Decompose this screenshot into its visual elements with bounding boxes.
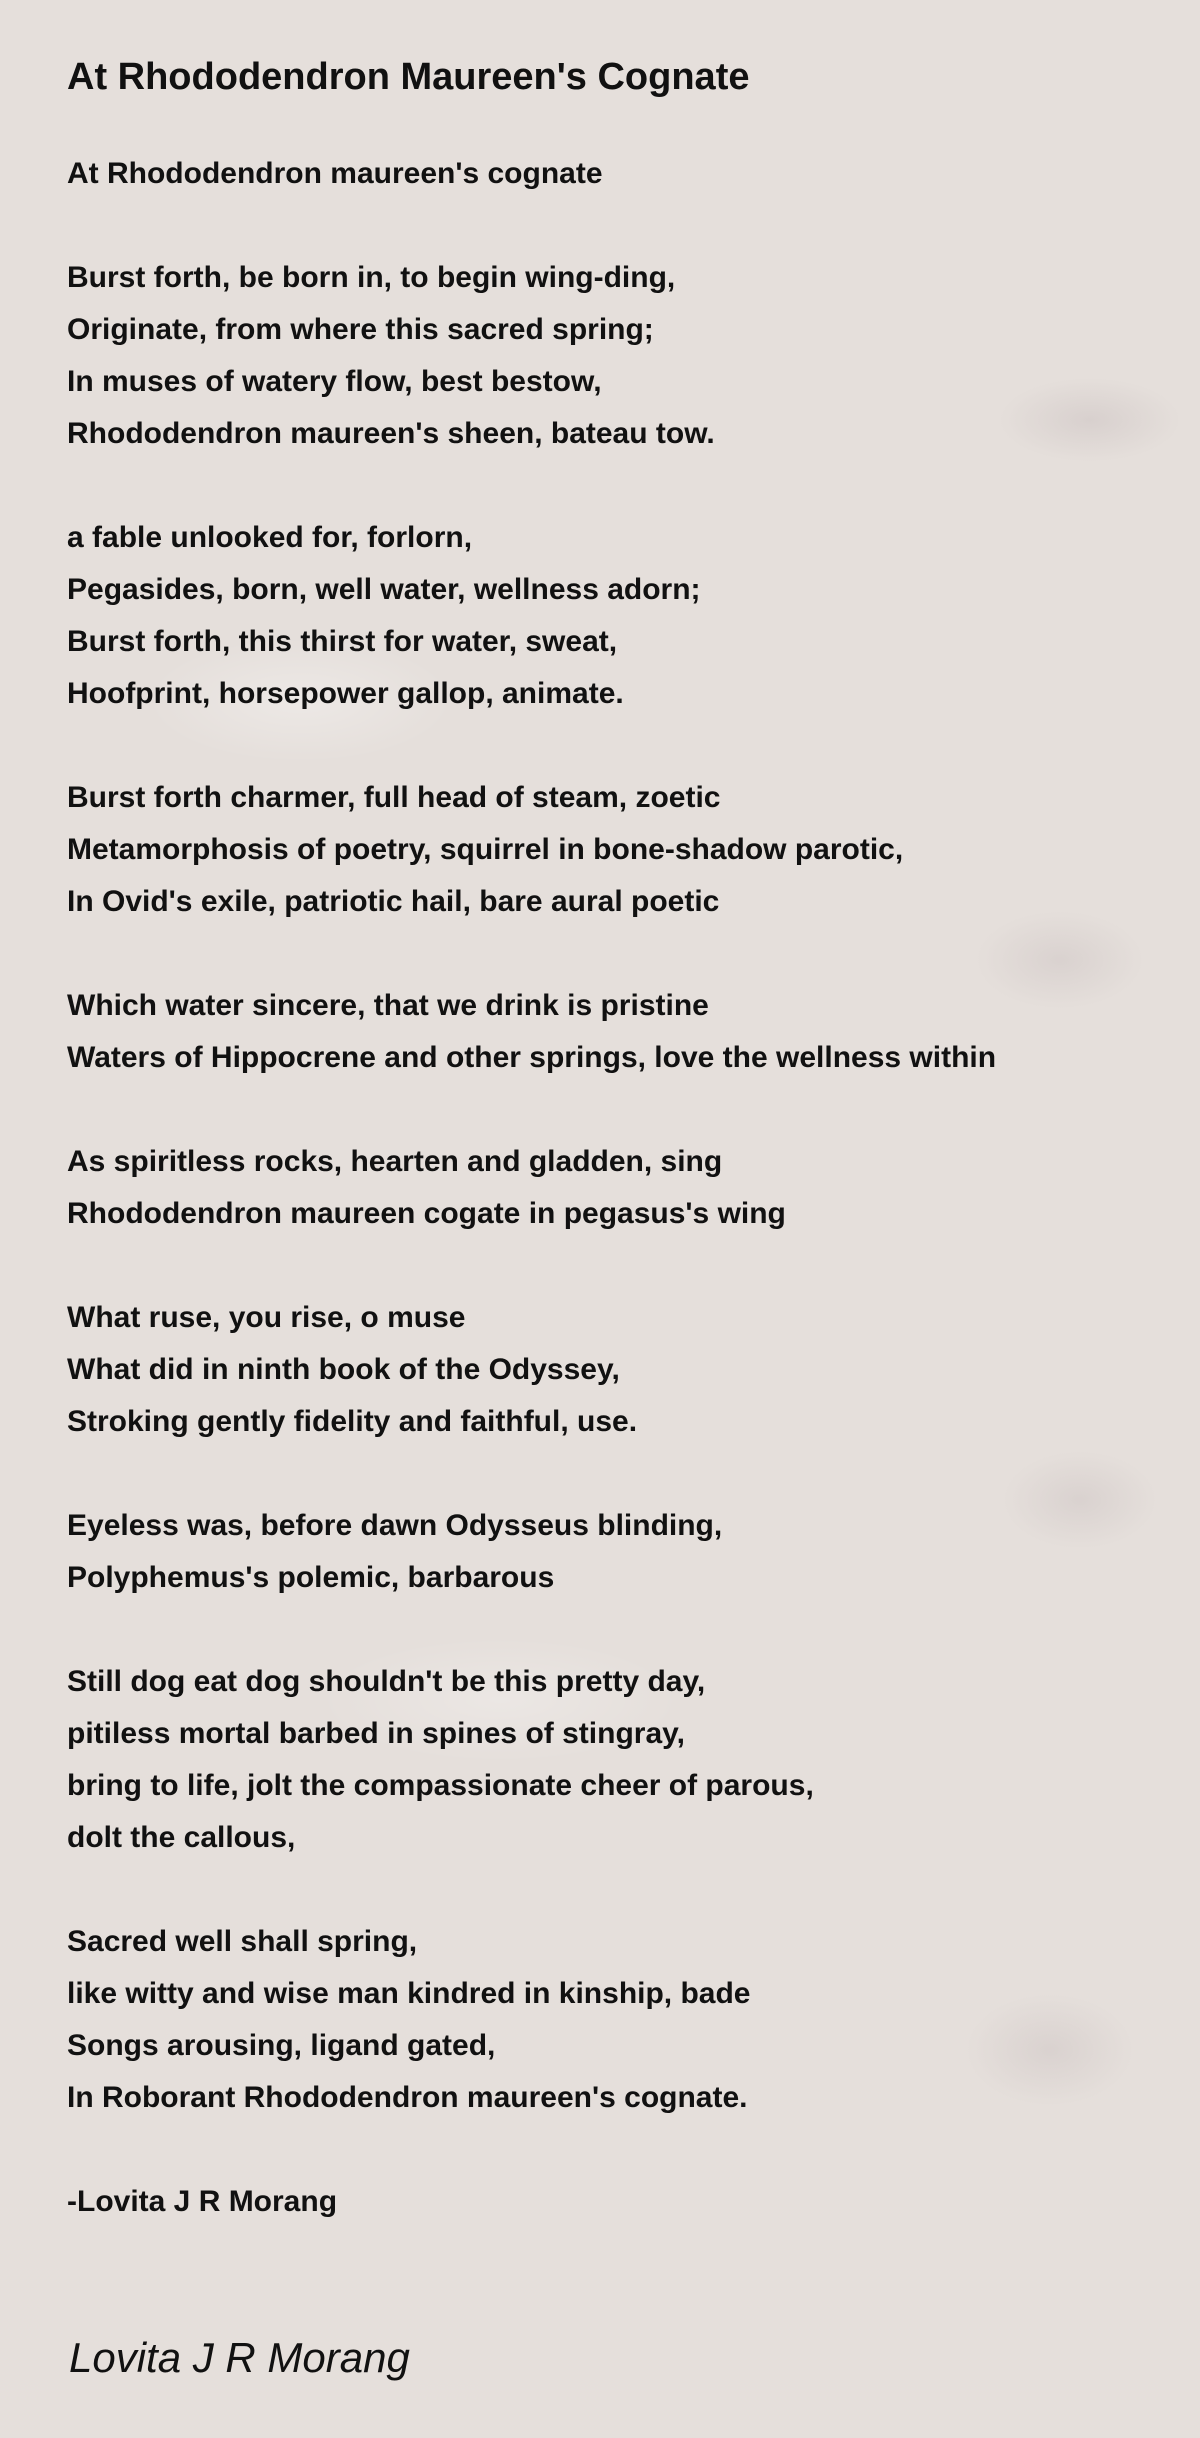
- poem-line: Rhododendron maureen cogate in pegasus's wing: [67, 1197, 786, 1230]
- stanza-1: [67, 252, 1167, 460]
- stanza-8: [67, 1656, 1167, 1864]
- poem-line: dolt the callous,: [67, 1821, 296, 1854]
- stanza-7: [67, 1500, 1167, 1604]
- poem-line: Burst forth, this thirst for water, sweat,: [67, 625, 618, 658]
- poem-title: At Rhododendron Maureen's Cognate: [67, 56, 750, 98]
- poem-line: In muses of watery flow, best bestow,: [67, 365, 602, 398]
- poem-line: bring to life, jolt the compassionate cheer of parous,: [67, 1769, 814, 1802]
- author-signature[interactable]: Lovita J R Morang: [69, 2334, 410, 2381]
- stanza-6: [67, 1292, 1167, 1448]
- poem-line: Pegasides, born, well water, wellness adorn;: [67, 573, 701, 606]
- poem-line: Which water sincere, that we drink is pristine: [67, 989, 709, 1022]
- stanza-2: [67, 512, 1167, 720]
- stanza-9: [67, 1916, 1167, 2124]
- poem-line: like witty and wise man kindred in kinship, bade: [67, 1977, 751, 2010]
- poem-line: What did in ninth book of the Odyssey,: [67, 1353, 620, 1386]
- poem-subtitle: At Rhododendron maureen's cognate: [67, 157, 603, 190]
- poem-line: In Roborant Rhododendron maureen's cognate.: [67, 2081, 748, 2114]
- poem-line: Metamorphosis of poetry, squirrel in bone-shadow parotic,: [67, 833, 904, 866]
- poem-line: Burst forth, be born in, to begin wing-ding,: [67, 261, 676, 294]
- poem-subtitle-stanza: [67, 148, 1167, 200]
- poem-line: a fable unlooked for, forlorn,: [67, 521, 473, 554]
- poem-line: Stroking gently fidelity and faithful, use.: [67, 1405, 638, 1438]
- poem-line: In Ovid's exile, patriotic hail, bare aural poetic: [67, 885, 720, 918]
- poem-body: [67, 148, 1167, 2228]
- poem-line: Polyphemus's polemic, barbarous: [67, 1561, 555, 1594]
- poem-line: Hoofprint, horsepower gallop, animate.: [67, 677, 624, 710]
- stanza-4: [67, 980, 1167, 1084]
- poem-line: Sacred well shall spring,: [67, 1925, 418, 1958]
- poem-line: What ruse, you rise, o muse: [67, 1301, 466, 1334]
- poem-author-line: -Lovita J R Morang: [67, 2185, 338, 2218]
- poem-line: As spiritless rocks, hearten and gladden, sing: [67, 1145, 723, 1178]
- poem-line: Rhododendron maureen's sheen, bateau tow.: [67, 417, 715, 450]
- stanza-5: [67, 1136, 1167, 1240]
- poem-line: Eyeless was, before dawn Odysseus blinding,: [67, 1509, 723, 1542]
- poem-line: pitiless mortal barbed in spines of stingray,: [67, 1717, 685, 1750]
- poem-line: Waters of Hippocrene and other springs, love the wellness within: [67, 1041, 997, 1074]
- stanza-3: [67, 772, 1167, 928]
- poem-line: Originate, from where this sacred spring;: [67, 313, 654, 346]
- poem-line: Songs arousing, ligand gated,: [67, 2029, 496, 2062]
- poem-line: Still dog eat dog shouldn't be this pretty day,: [67, 1665, 706, 1698]
- poem-line: Burst forth charmer, full head of steam, zoetic: [67, 781, 721, 814]
